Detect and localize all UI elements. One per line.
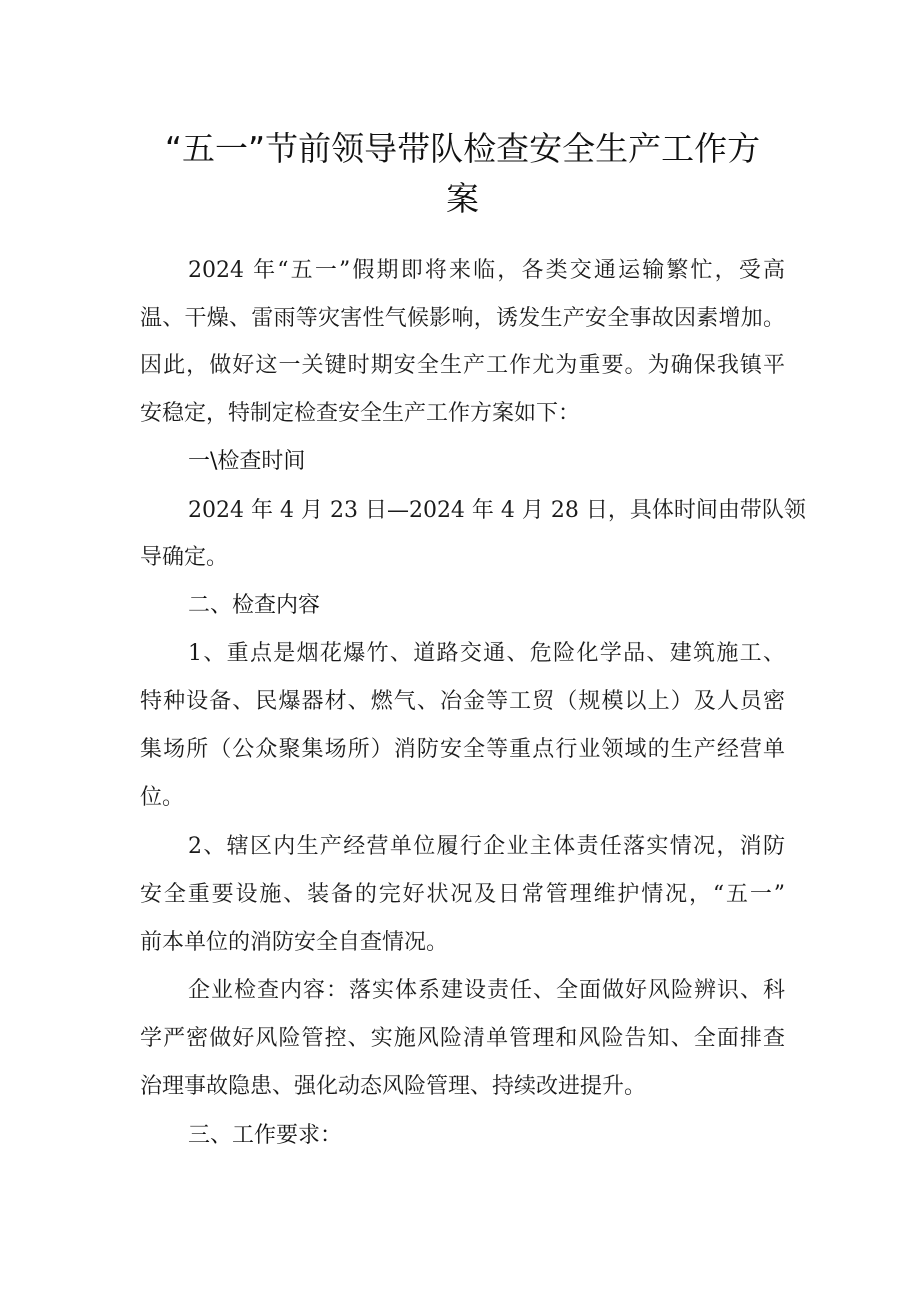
content-item2-line-3: 前本单位的消防安全自查情况。 [140,930,449,955]
content-item1-line-3: 集场所（公众聚集场所）消防安全等重点行业领域的生产经营单 [140,737,785,762]
enterprise-content-line-3: 治理事故隐患、强化动态风险管理、持续改进提升。 [140,1074,647,1099]
enterprise-content-line-1: 企业检查内容：落实体系建设责任、全面做好风险辨识、科 [188,978,785,1003]
content-item1-line-1: 1、重点是烟花爆竹、道路交通、危险化学品、建筑施工、 [188,641,785,666]
inspection-time-line-1: 2024 年 4 月 23 日—2024 年 4 月 28 日，具体时间由带队领 [188,498,806,523]
intro-line-3: 因此，做好这一关键时期安全生产工作尤为重要。为确保我镇平 [140,353,785,378]
inspection-time-line-2: 导确定。 [140,545,229,570]
content-item2-line-2: 安全重要设施、装备的完好状况及日常管理维护情况，“五一” [140,882,785,907]
document-title-line-2: 案 [446,179,479,218]
content-item1-line-4: 位。 [140,785,185,810]
intro-line-4: 安稳定，特制定检查安全生产工作方案如下： [140,401,581,426]
intro-line-2: 温、干燥、雷雨等灾害性气候影响，诱发生产安全事故因素增加。 [140,306,785,331]
enterprise-content-line-2: 学严密做好风险管控、实施风险清单管理和风险告知、全面排查 [140,1026,785,1051]
content-item2-line-1: 2、辖区内生产经营单位履行企业主体责任落实情况，消防 [188,834,785,859]
section-heading-inspection-time: 一\检查时间 [188,449,306,474]
section-heading-inspection-content: 二、检查内容 [188,593,321,618]
intro-line-1: 2024 年“五一”假期即将来临，各类交通运输繁忙，受高 [188,258,785,283]
content-item1-line-2: 特种设备、民爆器材、燃气、冶金等工贸（规模以上）及人员密 [140,689,785,714]
section-heading-work-requirements: 三、工作要求： [188,1123,343,1148]
document-title-line-1: “五一”节前领导带队检查安全生产工作方 [164,129,761,168]
